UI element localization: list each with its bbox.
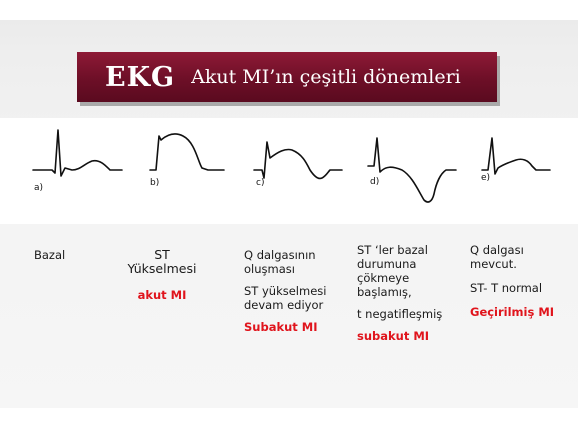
wave-label-c: c) (256, 178, 265, 188)
ecg-wave-a (33, 130, 122, 176)
column-old-mi (470, 243, 570, 319)
col5-highlight: Geçirilmiş MI (470, 305, 555, 319)
ecg-wave-e (482, 138, 550, 174)
col3-line3: ST yükselmesi (244, 284, 327, 298)
column-bazal (34, 248, 65, 268)
col3-highlight: Subakut MI (244, 320, 318, 334)
col5-line3: ST- T normal (470, 281, 543, 295)
ecg-wave-b (150, 134, 224, 170)
ecg-wave-d (368, 138, 456, 202)
col4-line1: ST ‘ler bazal (357, 243, 428, 257)
col3-line4: devam ediyor (244, 298, 324, 312)
ecg-wave-c (254, 142, 342, 179)
column-st-elevation (122, 248, 202, 302)
col4-highlight: subakut MI (357, 329, 430, 343)
col3-line1: Q dalgasının (244, 248, 316, 262)
col5-line1: Q dalgası (470, 243, 524, 257)
wave-label-e: e) (481, 173, 491, 183)
col2-line1: ST (154, 247, 170, 262)
col4-line3: çökmeye (357, 271, 410, 285)
title-subtitle: Akut MI’ın çeşitli dönemleri (191, 66, 461, 88)
top-margin (0, 0, 578, 20)
col4-line5: t negatifleşmiş (357, 307, 443, 321)
col4-line2: durumuna (357, 257, 417, 271)
bottom-margin (0, 408, 578, 429)
title-ekg: EKG (105, 61, 176, 93)
title-banner (77, 52, 497, 102)
col3-line2: oluşması (244, 262, 295, 276)
column-q-wave (244, 248, 344, 334)
ecg-waveforms-panel (0, 118, 578, 224)
column-st-return (357, 243, 462, 343)
wave-label-d: d) (370, 177, 380, 187)
col2-line2: Yükselmesi (127, 261, 197, 276)
wave-label-a: a) (34, 183, 44, 193)
col4-line4: başlamış, (357, 285, 412, 299)
ecg-waveforms (0, 118, 578, 224)
col1-line1: Bazal (34, 248, 66, 262)
wave-label-b: b) (150, 178, 160, 188)
col2-highlight: akut MI (137, 288, 187, 302)
col5-line2: mevcut. (470, 257, 517, 271)
